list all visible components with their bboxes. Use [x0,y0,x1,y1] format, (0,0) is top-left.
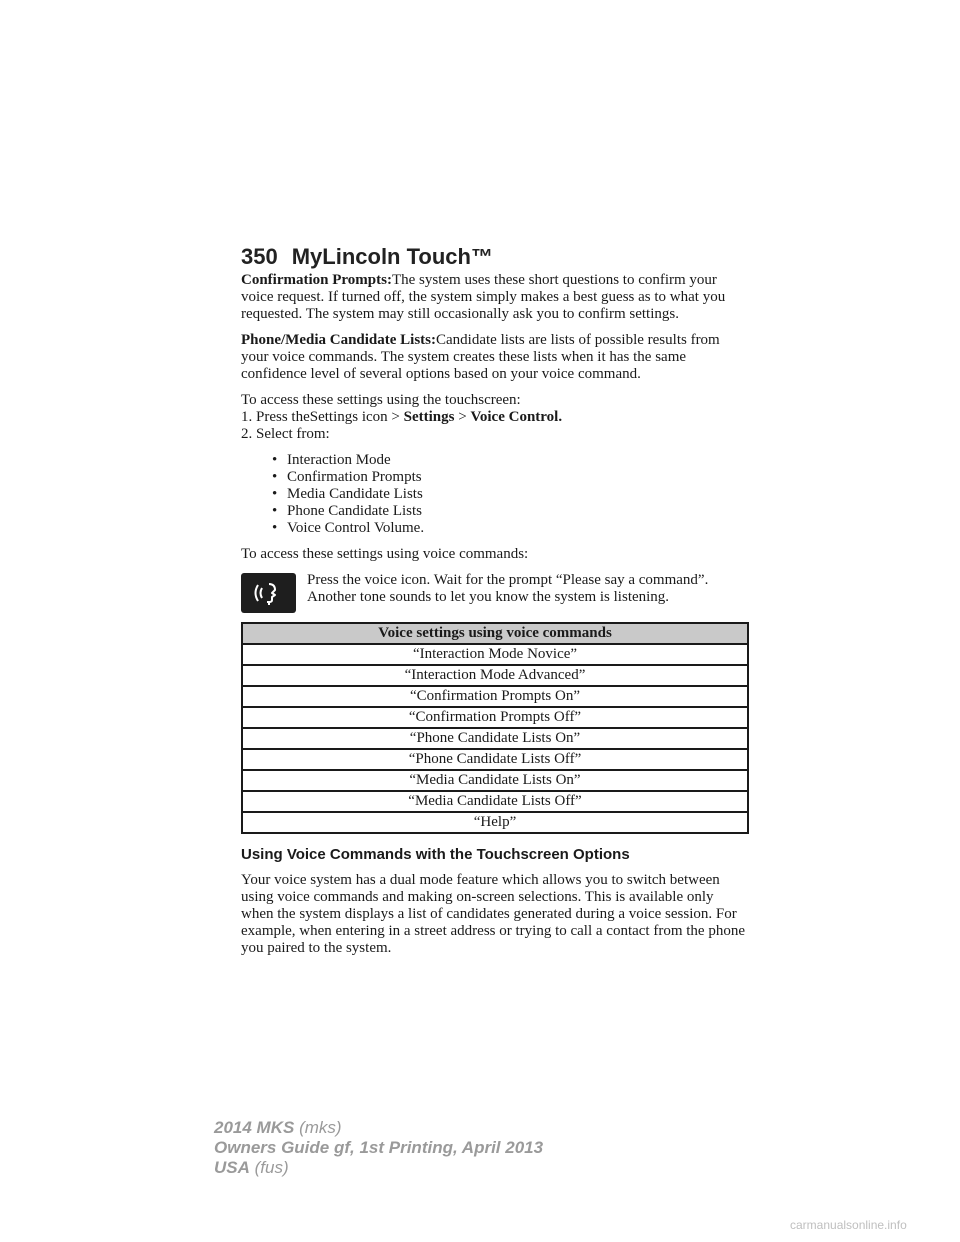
candidate-lists-paragraph [241,332,749,383]
table-row [242,749,748,770]
table-cell: “Interaction Mode Novice” [242,644,748,665]
list-item: • Confirmation Prompts [241,469,749,486]
touchscreen-intro: To access these settings using the touchscreen: [241,392,521,408]
table-cell: “Help” [242,812,748,833]
step-1-prefix: 1. Press theSettings icon > [241,409,400,425]
table-header-row [242,623,748,644]
footer-model-code: (mks) [299,1118,342,1137]
table-cell: “Phone Candidate Lists Off” [242,749,748,770]
list-item: • Phone Candidate Lists [241,503,749,520]
confirmation-prompts-text: The system uses these short questions to confirm your voice request. If turned off, the system simply makes a best guess as to what you requested. The system may still occasionally ask you to confirm settings. [241,272,726,322]
table-row [242,728,748,749]
voice-icon [241,573,296,613]
voice-settings-table [241,622,749,834]
page-number: 350 [241,244,278,269]
table-header: Voice settings using voice commands [242,623,748,644]
table-row [242,707,748,728]
page-header [241,244,493,270]
footer-line-2: Owners Guide gf, 1st Printing, April 2013 [214,1138,544,1157]
table-cell: “Interaction Mode Advanced” [242,665,748,686]
table-row [242,665,748,686]
table-row [242,791,748,812]
table-row [242,770,748,791]
list-item: • Interaction Mode [241,452,749,469]
table-row [242,644,748,665]
step-1-separator: > [458,409,467,425]
options-list [241,452,749,537]
confirmation-prompts-paragraph [241,272,749,323]
footer-line-1 [214,1118,543,1138]
table-cell: “Confirmation Prompts On” [242,686,748,707]
table-cell: “Media Candidate Lists Off” [242,791,748,812]
footer-market-code: (fus) [254,1158,289,1177]
page-content [241,272,749,966]
confirmation-prompts-label: Confirmation Prompts: [241,272,392,288]
voice-commands-intro: To access these settings using voice commands: [241,546,529,562]
document-footer [214,1118,543,1178]
candidate-lists-label: Phone/Media Candidate Lists: [241,332,437,348]
section-text: Your voice system has a dual mode feature which allows you to switch between using voice commands and making on-screen selections. This is available only when the system displays a list of candidates generated during a voice session. For example, when entering in a street address or trying to call a contact from the phone you paired to the system. [241,872,745,956]
watermark: carmanualsonline.info [790,1218,907,1232]
step-1-voice-control: Voice Control. [470,409,563,425]
list-item: • Media Candidate Lists [241,486,749,503]
footer-model: 2014 MKS [214,1118,295,1137]
step-2: 2. Select from: [241,426,330,442]
step-1 [241,409,749,426]
section-heading: Using Voice Commands with the Touchscreen Options [241,846,630,863]
table-row [242,812,748,833]
voice-instruction-text: Press the voice icon. Wait for the prompt “Please say a command”. Another tone sounds to let you know the system is listening. [307,572,709,605]
table-cell: “Confirmation Prompts Off” [242,707,748,728]
table-row [242,686,748,707]
list-item: • Voice Control Volume. [241,520,749,537]
chapter-title: MyLincoln Touch™ [291,244,493,269]
voice-instruction-row [241,572,749,613]
table-cell: “Phone Candidate Lists On” [242,728,748,749]
step-1-settings: Settings [403,409,455,425]
touchscreen-steps [241,392,749,443]
footer-line-3 [214,1158,543,1178]
candidate-lists-text: Candidate lists are lists of possible results from your voice commands. The system creates these lists when it has the same confidence level of several options based on your voice command. [241,332,720,382]
footer-market: USA [214,1158,250,1177]
table-cell: “Media Candidate Lists On” [242,770,748,791]
